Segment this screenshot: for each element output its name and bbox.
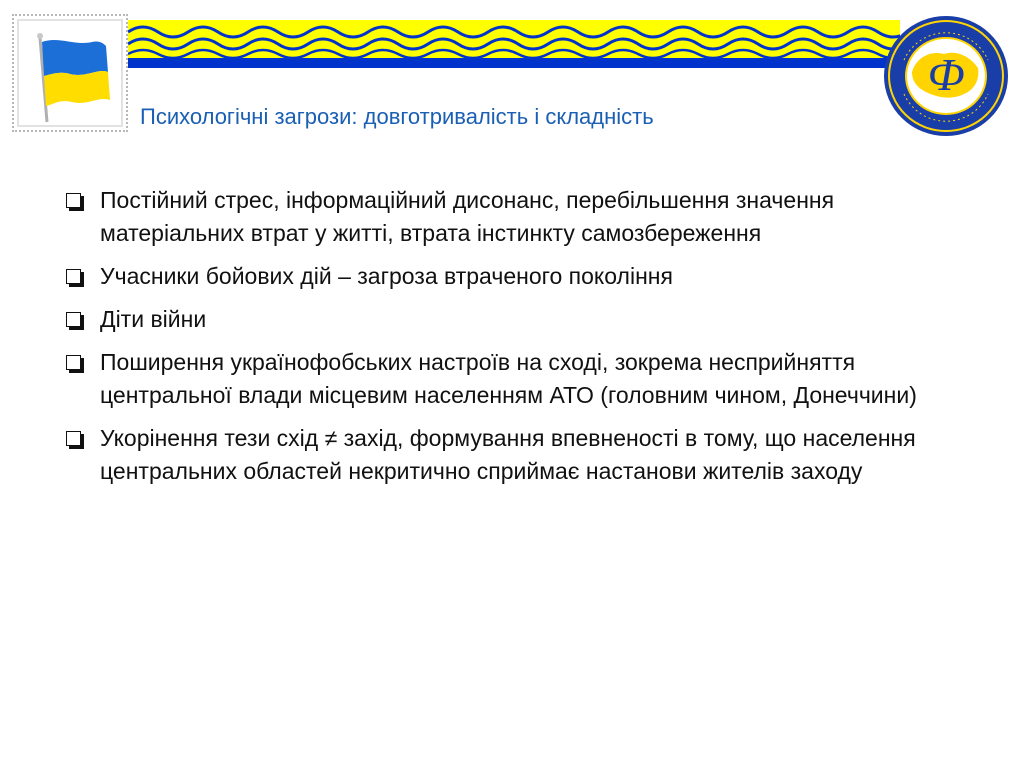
list-item-text: Укорінення тези схід ≠ захід, формування впевненості в тому, що населення центральних областей некритично сприймає настанови жителів заходу	[100, 425, 916, 484]
checkbox-bullet-icon	[66, 312, 81, 327]
ukrainian-flag-icon	[14, 16, 126, 130]
list-item-text: Поширення українофобських настроїв на сході, зокрема несприйняття центральної влади місцевим населенням АТО (головним чином, Донеччини)	[100, 349, 917, 408]
institute-seal-icon	[882, 14, 1010, 138]
checkbox-bullet-icon	[66, 269, 81, 284]
list-item	[62, 422, 962, 488]
list-item	[62, 346, 962, 412]
wave-pattern	[128, 20, 900, 68]
bullet-list	[62, 184, 962, 498]
checkbox-bullet-icon	[66, 355, 81, 370]
flag-frame	[12, 14, 128, 132]
wave-banner	[128, 20, 900, 68]
svg-text:Ф: Ф	[927, 49, 965, 100]
list-item	[62, 184, 962, 250]
page-title: Психологічні загрози: довготривалість і складність	[140, 104, 654, 129]
checkbox-bullet-icon	[66, 193, 81, 208]
list-item-text: Учасники бойових дій – загроза втраченого покоління	[100, 263, 673, 289]
checkbox-bullet-icon	[66, 431, 81, 446]
list-item-text: Діти війни	[100, 306, 207, 332]
list-item	[62, 303, 962, 336]
institute-logo	[882, 14, 1010, 138]
list-item	[62, 260, 962, 293]
list-item-text: Постійний стрес, інформаційний дисонанс, перебільшення значення матеріальних втрат у житті, втрата інстинкту самозбереження	[100, 187, 835, 246]
